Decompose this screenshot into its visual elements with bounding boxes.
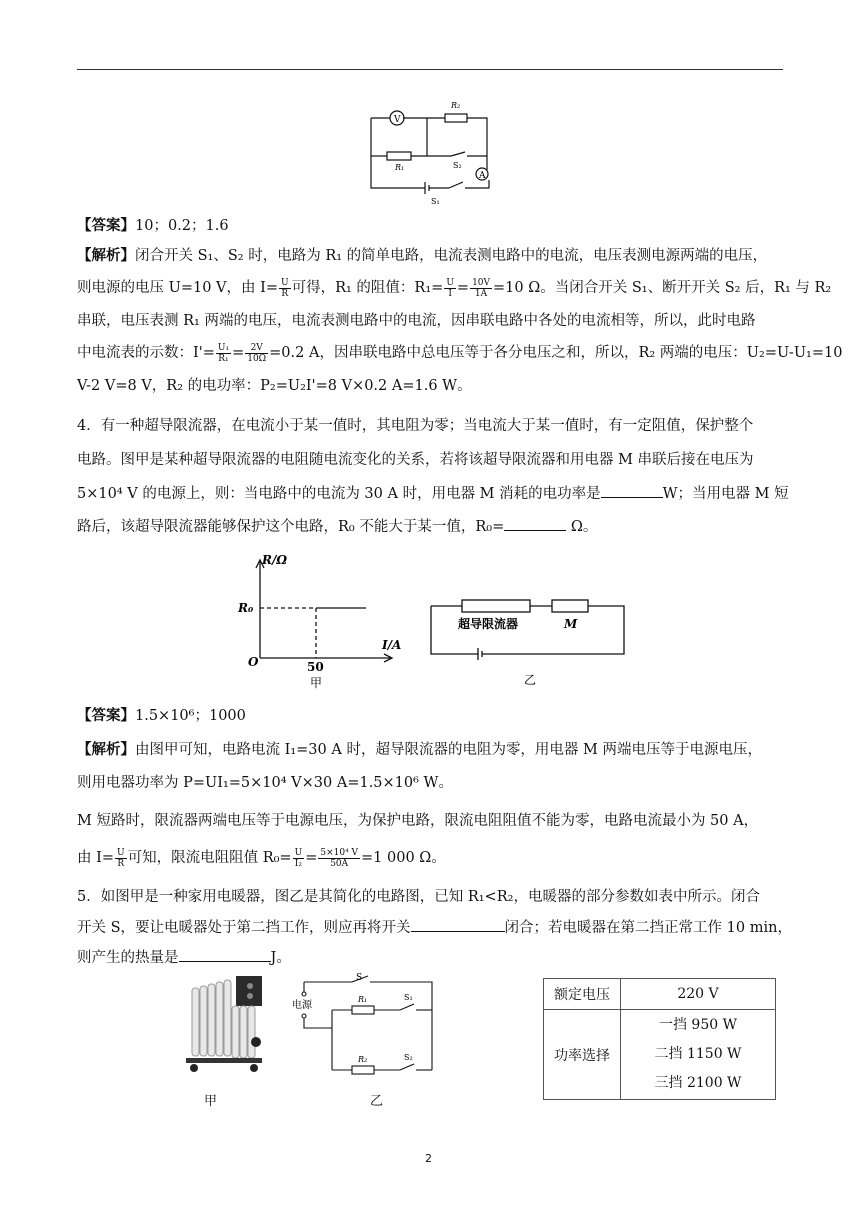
- text: 可知，限流电阻阻值 R₀=: [127, 850, 292, 866]
- q4-analysis-line-3: [77, 809, 758, 830]
- q5-line-1: [77, 885, 760, 906]
- y-axis-label: R/Ω: [262, 553, 288, 567]
- q4-answer: [77, 704, 246, 725]
- caption-jia: 甲: [310, 676, 323, 690]
- q5-caption-jia: 甲: [204, 1094, 218, 1109]
- rated-voltage-value: 220 V: [621, 979, 776, 1010]
- text: 4．有一种超导限流器，在电流小于某一值时，其电阻为零；当电流大于某一值时，有一定阻值，保护整个: [77, 418, 754, 434]
- text: 由 I=: [77, 850, 114, 866]
- answer-text: 1.5×10⁶；1000: [135, 708, 246, 724]
- text: W；当用电器 M 短: [662, 486, 789, 502]
- q4-analysis-line-4: 由 I= $\frac{U}{R}$ 可知，限流电阻阻值 R₀= $\frac{U}{\text{I₂}}$ = $\frac{\text{5×10⁴ V}}{50A}$ =1 000 Ω。: [77, 847, 446, 869]
- power-levels: [621, 1010, 776, 1100]
- q3-answer: [77, 214, 229, 235]
- analysis-label: 【解析】: [77, 741, 135, 758]
- q4-graph-jia: [236, 550, 406, 690]
- text: 5．如图甲是一种家用电暖器，图乙是其简化的电路图，已知 R₁<R₂，电暖器的部分参数如表中所示。闭合: [77, 889, 760, 905]
- text: 中电流表的示数：I'=: [77, 345, 215, 361]
- fraction: $\frac{\text{5×10⁴ V}}{50A}$: [320, 847, 359, 869]
- q3-analysis-line-1: [77, 244, 767, 265]
- answer-label: 【答案】: [77, 707, 135, 724]
- text: 由图甲可知，电路电流 I₁=30 A 时，超导限流器的电阻为零，用电器 M 两端电压等于电源电压，: [135, 742, 763, 758]
- answer-blank[interactable]: [411, 917, 505, 932]
- fraction: $\frac{U}{\text{I₂}}$: [294, 847, 303, 869]
- fraction: $\frac{\text{U₁}}{\text{R₁}}$: [217, 342, 230, 364]
- fraction: $\frac{2V}{10\Omega}$: [247, 342, 267, 364]
- page-number: 2: [425, 1152, 432, 1165]
- power-level: 二挡 1150 W: [654, 1046, 742, 1062]
- x-tick-50: 50: [307, 660, 324, 674]
- text: Ω。: [570, 519, 598, 535]
- q4-line-4: [77, 515, 597, 536]
- q4-analysis-line-1: [77, 738, 762, 759]
- text: J。: [270, 950, 291, 966]
- q3-analysis-line-3: [77, 309, 755, 330]
- text: 5×10⁴ V 的电源上，则：当电路中的电流为 30 A 时，用电器 M 消耗的电功率是: [77, 486, 601, 502]
- text: M 短路时，限流器两端电压等于电源电压，为保护电路，限流电阻阻值不能为零，电路电流最小为 50 A，: [77, 813, 759, 829]
- q3-analysis-line-2: 则电源的电压 U=10 V，由 I= $\frac{U}{R}$ 可得，R₁ 的阻值：R₁= $\frac{U}{I}$ = $\frac{10V}{1A}$ =10 Ω。当闭合开关 S₁、断开开关 S₂ 后，R₁ 与 R₂: [77, 277, 832, 299]
- answer-label: 【答案】: [77, 217, 135, 234]
- q5-line-2: [77, 916, 792, 937]
- r1-label: R₁: [395, 163, 405, 172]
- text: =0.2 A，因串联电路中总电压等于各分电压之和，所以，R₂ 两端的电压：U₂=U-U₁=10: [269, 345, 843, 361]
- caption-yi: 乙: [524, 673, 537, 687]
- s2-label: S₂: [404, 1053, 413, 1062]
- q5-circuit-yi: [286, 970, 446, 1085]
- fraction: $\frac{10V}{1A}$: [472, 277, 491, 299]
- fraction: $\frac{U}{R}$: [281, 277, 289, 299]
- text: 可得，R₁ 的阻值：R₁=: [291, 280, 444, 296]
- origin-label: O: [248, 655, 259, 669]
- ammeter-label: A: [479, 171, 486, 181]
- s-label: S: [356, 973, 363, 983]
- x-axis-label: I/A: [382, 638, 402, 652]
- text: 开关 S，要让电暖器处于第二挡工作，则应再将开关: [77, 920, 411, 936]
- q4-line-3: [77, 482, 789, 503]
- s1-label: S₁: [431, 197, 440, 206]
- fraction: $\frac{U}{I}$: [446, 277, 454, 299]
- header-rule: [77, 69, 783, 70]
- q5-caption-yi: 乙: [370, 1094, 384, 1109]
- r2-label: R₂: [358, 1055, 368, 1064]
- power-source-label: 电源: [292, 1000, 312, 1011]
- fraction: $\frac{U}{R}$: [117, 847, 125, 869]
- text: 串联，电压表测 R₁ 两端的电压，电流表测电路中的电流，因串联电路中各处的电流相等，所以，此时电路: [77, 313, 756, 329]
- q4-analysis-line-2: [77, 771, 453, 792]
- s2-label: S₂: [453, 161, 462, 170]
- text: 则用电器功率为 P=UI₁=5×10⁴ V×30 A=1.5×10⁶ W。: [77, 775, 453, 791]
- s1-label: S₁: [404, 993, 413, 1002]
- text: =10 Ω。当闭合开关 S₁、断开开关 S₂ 后，R₁ 与 R₂: [493, 280, 832, 296]
- text: 则电源的电压 U=10 V，由 I=: [77, 280, 278, 296]
- power-level: 三挡 2100 W: [654, 1075, 742, 1091]
- q4-circuit-yi: [428, 592, 628, 687]
- r2-label: R₂: [451, 101, 461, 110]
- m-label: M: [564, 617, 578, 631]
- r1-label: R₁: [358, 995, 368, 1004]
- rated-voltage-label: 额定电压: [544, 979, 621, 1010]
- q3-analysis-line-5: [77, 374, 472, 395]
- answer-blank[interactable]: [179, 947, 271, 962]
- q4-line-1: [77, 414, 753, 435]
- heater-params-table: [543, 978, 776, 1100]
- analysis-label: 【解析】: [77, 247, 135, 264]
- answer-text: 10；0.2；1.6: [135, 218, 229, 234]
- power-select-label: 功率选择: [544, 1010, 621, 1100]
- q5-heater-image: [184, 972, 266, 1082]
- q3-circuit-diagram: [365, 98, 495, 208]
- text: 路后，该超导限流器能够保护这个电路，R₀ 不能大于某一值，R₀=: [77, 519, 505, 535]
- q4-line-2: [77, 448, 754, 469]
- answer-blank[interactable]: [504, 516, 566, 531]
- q3-analysis-line-4: 中电流表的示数：I'= $\frac{\text{U₁}}{\text{R₁}}$ = $\frac{2V}{10\Omega}$ =0.2 A，因串联电路中总电压等于各分电压之和，所以，R₂ 两端的电压：U₂=U-U₁=10: [77, 342, 843, 364]
- text: V-2 V=8 V，R₂ 的电功率：P₂=U₂I'=8 V×0.2 A=1.6 W。: [77, 378, 472, 394]
- r0-label: R₀: [238, 601, 254, 615]
- text: 则产生的热量是: [77, 950, 179, 966]
- power-level: 一挡 950 W: [658, 1017, 737, 1033]
- text: 闭合开关 S₁、S₂ 时，电路为 R₁ 的简单电路，电流表测电路中的电流，电压表测电源两端的电压，: [135, 248, 768, 264]
- q5-line-3: [77, 946, 291, 967]
- text: 闭合；若电暖器在第二挡正常工作 10 min，: [504, 920, 792, 936]
- voltmeter-label: V: [394, 115, 401, 125]
- text: =1 000 Ω。: [361, 850, 446, 866]
- text: 电路。图甲是某种超导限流器的电阻随电流变化的关系，若将该超导限流器和用电器 M 串联后接在电压为: [77, 452, 754, 468]
- limiter-label: 超导限流器: [458, 617, 519, 631]
- answer-blank[interactable]: [601, 483, 663, 498]
